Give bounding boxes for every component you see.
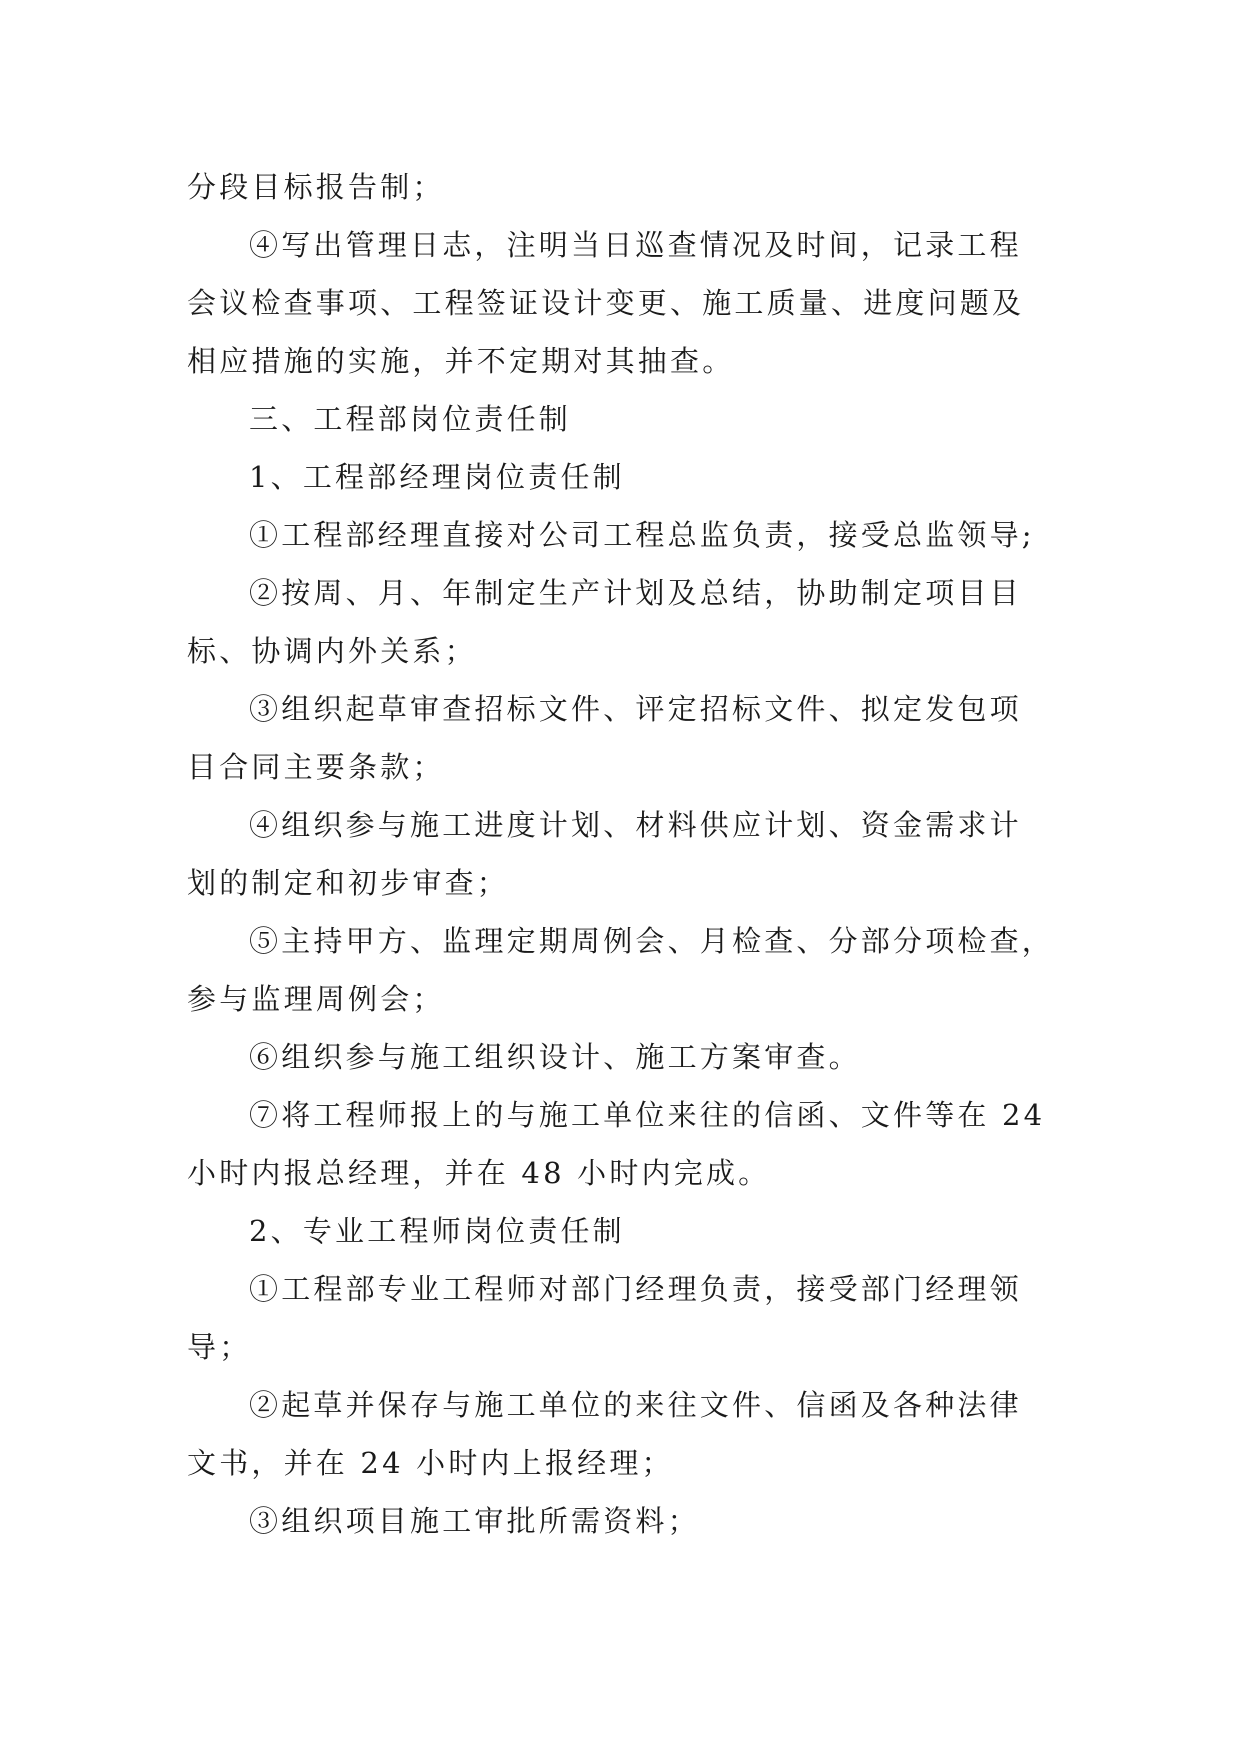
section-heading: 三、工程部岗位责任制: [249, 402, 572, 436]
text-line: ①工程部经理直接对公司工程总监负责，接受总监领导;: [249, 518, 1035, 552]
text-line: ①工程部专业工程师对部门经理负责，接受部门经理领: [249, 1272, 1022, 1306]
text-line: ③组织起草审查招标文件、评定招标文件、拟定发包项: [249, 692, 1022, 726]
text-line: ⑥组织参与施工组织设计、施工方案审查。: [249, 1040, 861, 1074]
text-line: 分段目标报告制；: [187, 170, 445, 204]
text-line: 文书，并在 24 小时内上报经理；: [187, 1446, 674, 1480]
text-line: ③组织项目施工审批所需资料；: [249, 1504, 700, 1538]
text-line: ⑦将工程师报上的与施工单位来往的信函、文件等在 24: [249, 1098, 1046, 1132]
text-line: ④写出管理日志，注明当日巡查情况及时间，记录工程: [249, 228, 1022, 262]
text-line: 参与监理周例会；: [187, 982, 445, 1016]
text-line: 标、协调内外关系；: [187, 634, 477, 668]
text-line: 相应措施的实施，并不定期对其抽查。: [187, 344, 735, 378]
subsection-heading: 1、工程部经理岗位责任制: [249, 460, 625, 494]
text-line: 目合同主要条款；: [187, 750, 445, 784]
subsection-heading: 2、专业工程师岗位责任制: [249, 1214, 625, 1248]
text-line: 小时内报总经理，并在 48 小时内完成。: [187, 1156, 771, 1190]
text-line: ②起草并保存与施工单位的来往文件、信函及各种法律: [249, 1388, 1022, 1422]
text-line: ④组织参与施工进度计划、材料供应计划、资金需求计: [249, 808, 1022, 842]
text-line: 导；: [187, 1330, 252, 1364]
text-line: ⑤主持甲方、监理定期周例会、月检查、分部分项检查，: [249, 924, 1055, 958]
text-line: 会议检查事项、工程签证设计变更、施工质量、进度问题及: [187, 286, 1025, 320]
document-body: [187, 158, 1057, 1550]
text-line: 划的制定和初步审查；: [187, 866, 510, 900]
text-line: ②按周、月、年制定生产计划及总结，协助制定项目目: [249, 576, 1022, 610]
